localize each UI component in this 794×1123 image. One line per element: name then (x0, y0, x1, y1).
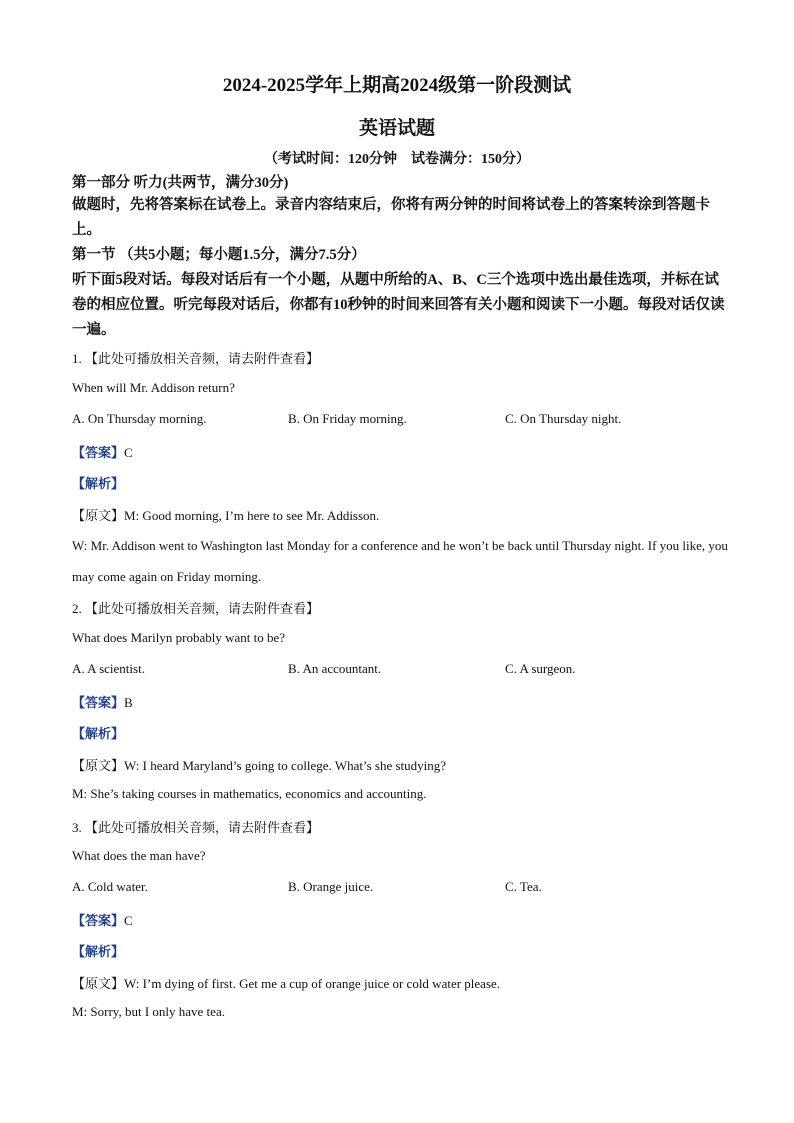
transcript-text: M: She’s taking courses in mathematics, economics and accounting. (72, 786, 427, 801)
question-3-text: What does the man have? (72, 848, 206, 863)
transcript-line (72, 973, 500, 992)
question-3-header (72, 817, 319, 836)
option-c: C. A surgeon. (505, 661, 576, 676)
answer-label: 【答案】 (72, 913, 125, 928)
option-b: B. An accountant. (288, 661, 382, 676)
answer-line (72, 692, 133, 711)
transcript-text: M: Sorry, but I only have tea. (72, 1004, 225, 1019)
question-number: 1. (72, 351, 82, 366)
question-1-text: When will Mr. Addison return? (72, 380, 235, 395)
option-b: B. On Friday morning. (288, 411, 407, 426)
transcript-label: 【原文】 (72, 758, 125, 773)
option-b: B. Orange juice. (288, 879, 374, 894)
audio-note: 【此处可播放相关音频，请去附件查看】 (85, 351, 320, 366)
transcript-text: W: I’m dying of first. Get me a cup of orange juice or cold water please. (124, 976, 501, 991)
audio-note: 【此处可播放相关音频，请去附件查看】 (85, 820, 320, 835)
transcript-line (72, 505, 379, 524)
section-description: 听下面5段对话。每段对话后有一个小题，从题中所给的A、B、C三个选项中选出最佳选项，并标在试卷的相应位置。听完每段对话后，你都有10秒钟的时间来回答有关小题和阅读下一小题。每段对话仅读一遍。 (72, 272, 725, 338)
audio-note: 【此处可播放相关音频，请去附件查看】 (85, 601, 320, 616)
analysis-label: 【解析】 (72, 726, 125, 741)
option-a: A. On Thursday morning. (72, 411, 207, 426)
option-c: C. Tea. (505, 879, 542, 894)
exam-title: 2024-2025学年上期高2024级第一阶段测试 (222, 75, 572, 96)
analysis-label: 【解析】 (72, 476, 125, 491)
question-1-header (72, 348, 319, 367)
transcript-text: M: Good morning, I’m here to see Mr. Addisson. (124, 508, 380, 523)
question-number: 3. (72, 820, 82, 835)
option-c: C. On Thursday night. (505, 411, 622, 426)
answer-value: C (124, 445, 133, 460)
option-a: A. Cold water. (72, 879, 148, 894)
part-heading: 第一部分 听力(共两节，满分30分) (72, 175, 289, 191)
transcript-text: W: I heard Maryland’s going to college. What’s she studying? (124, 758, 447, 773)
transcript-line (72, 755, 446, 774)
exam-info: （考试时间：120分钟 试卷满分：150分） (264, 152, 530, 167)
section-heading: 第一节 （共5小题；每小题1.5分，满分7.5分） (72, 247, 366, 263)
transcript-text: W: Mr. Addison went to Washington last Monday for a conference and he won’t be back until Thursday night. If you like, you may come again on Friday morning. (72, 538, 728, 584)
part-description: 做题时，先将答案标在试卷上。录音内容结束后，你将有两分钟的时间将试卷上的答案转涂到答题卡上。 (72, 197, 710, 238)
answer-line (72, 442, 133, 461)
transcript-label: 【原文】 (72, 976, 125, 991)
question-number: 2. (72, 601, 82, 616)
transcript-label: 【原文】 (72, 508, 125, 523)
question-2-text: What does Marilyn probably want to be? (72, 630, 285, 645)
subject-title: 英语试题 (358, 118, 435, 139)
answer-label: 【答案】 (72, 445, 125, 460)
answer-value: C (124, 913, 133, 928)
answer-line (72, 910, 133, 929)
answer-label: 【答案】 (72, 695, 125, 710)
analysis-label: 【解析】 (72, 944, 125, 959)
answer-value: B (124, 695, 133, 710)
option-a: A. A scientist. (72, 661, 145, 676)
question-2-header (72, 598, 319, 617)
